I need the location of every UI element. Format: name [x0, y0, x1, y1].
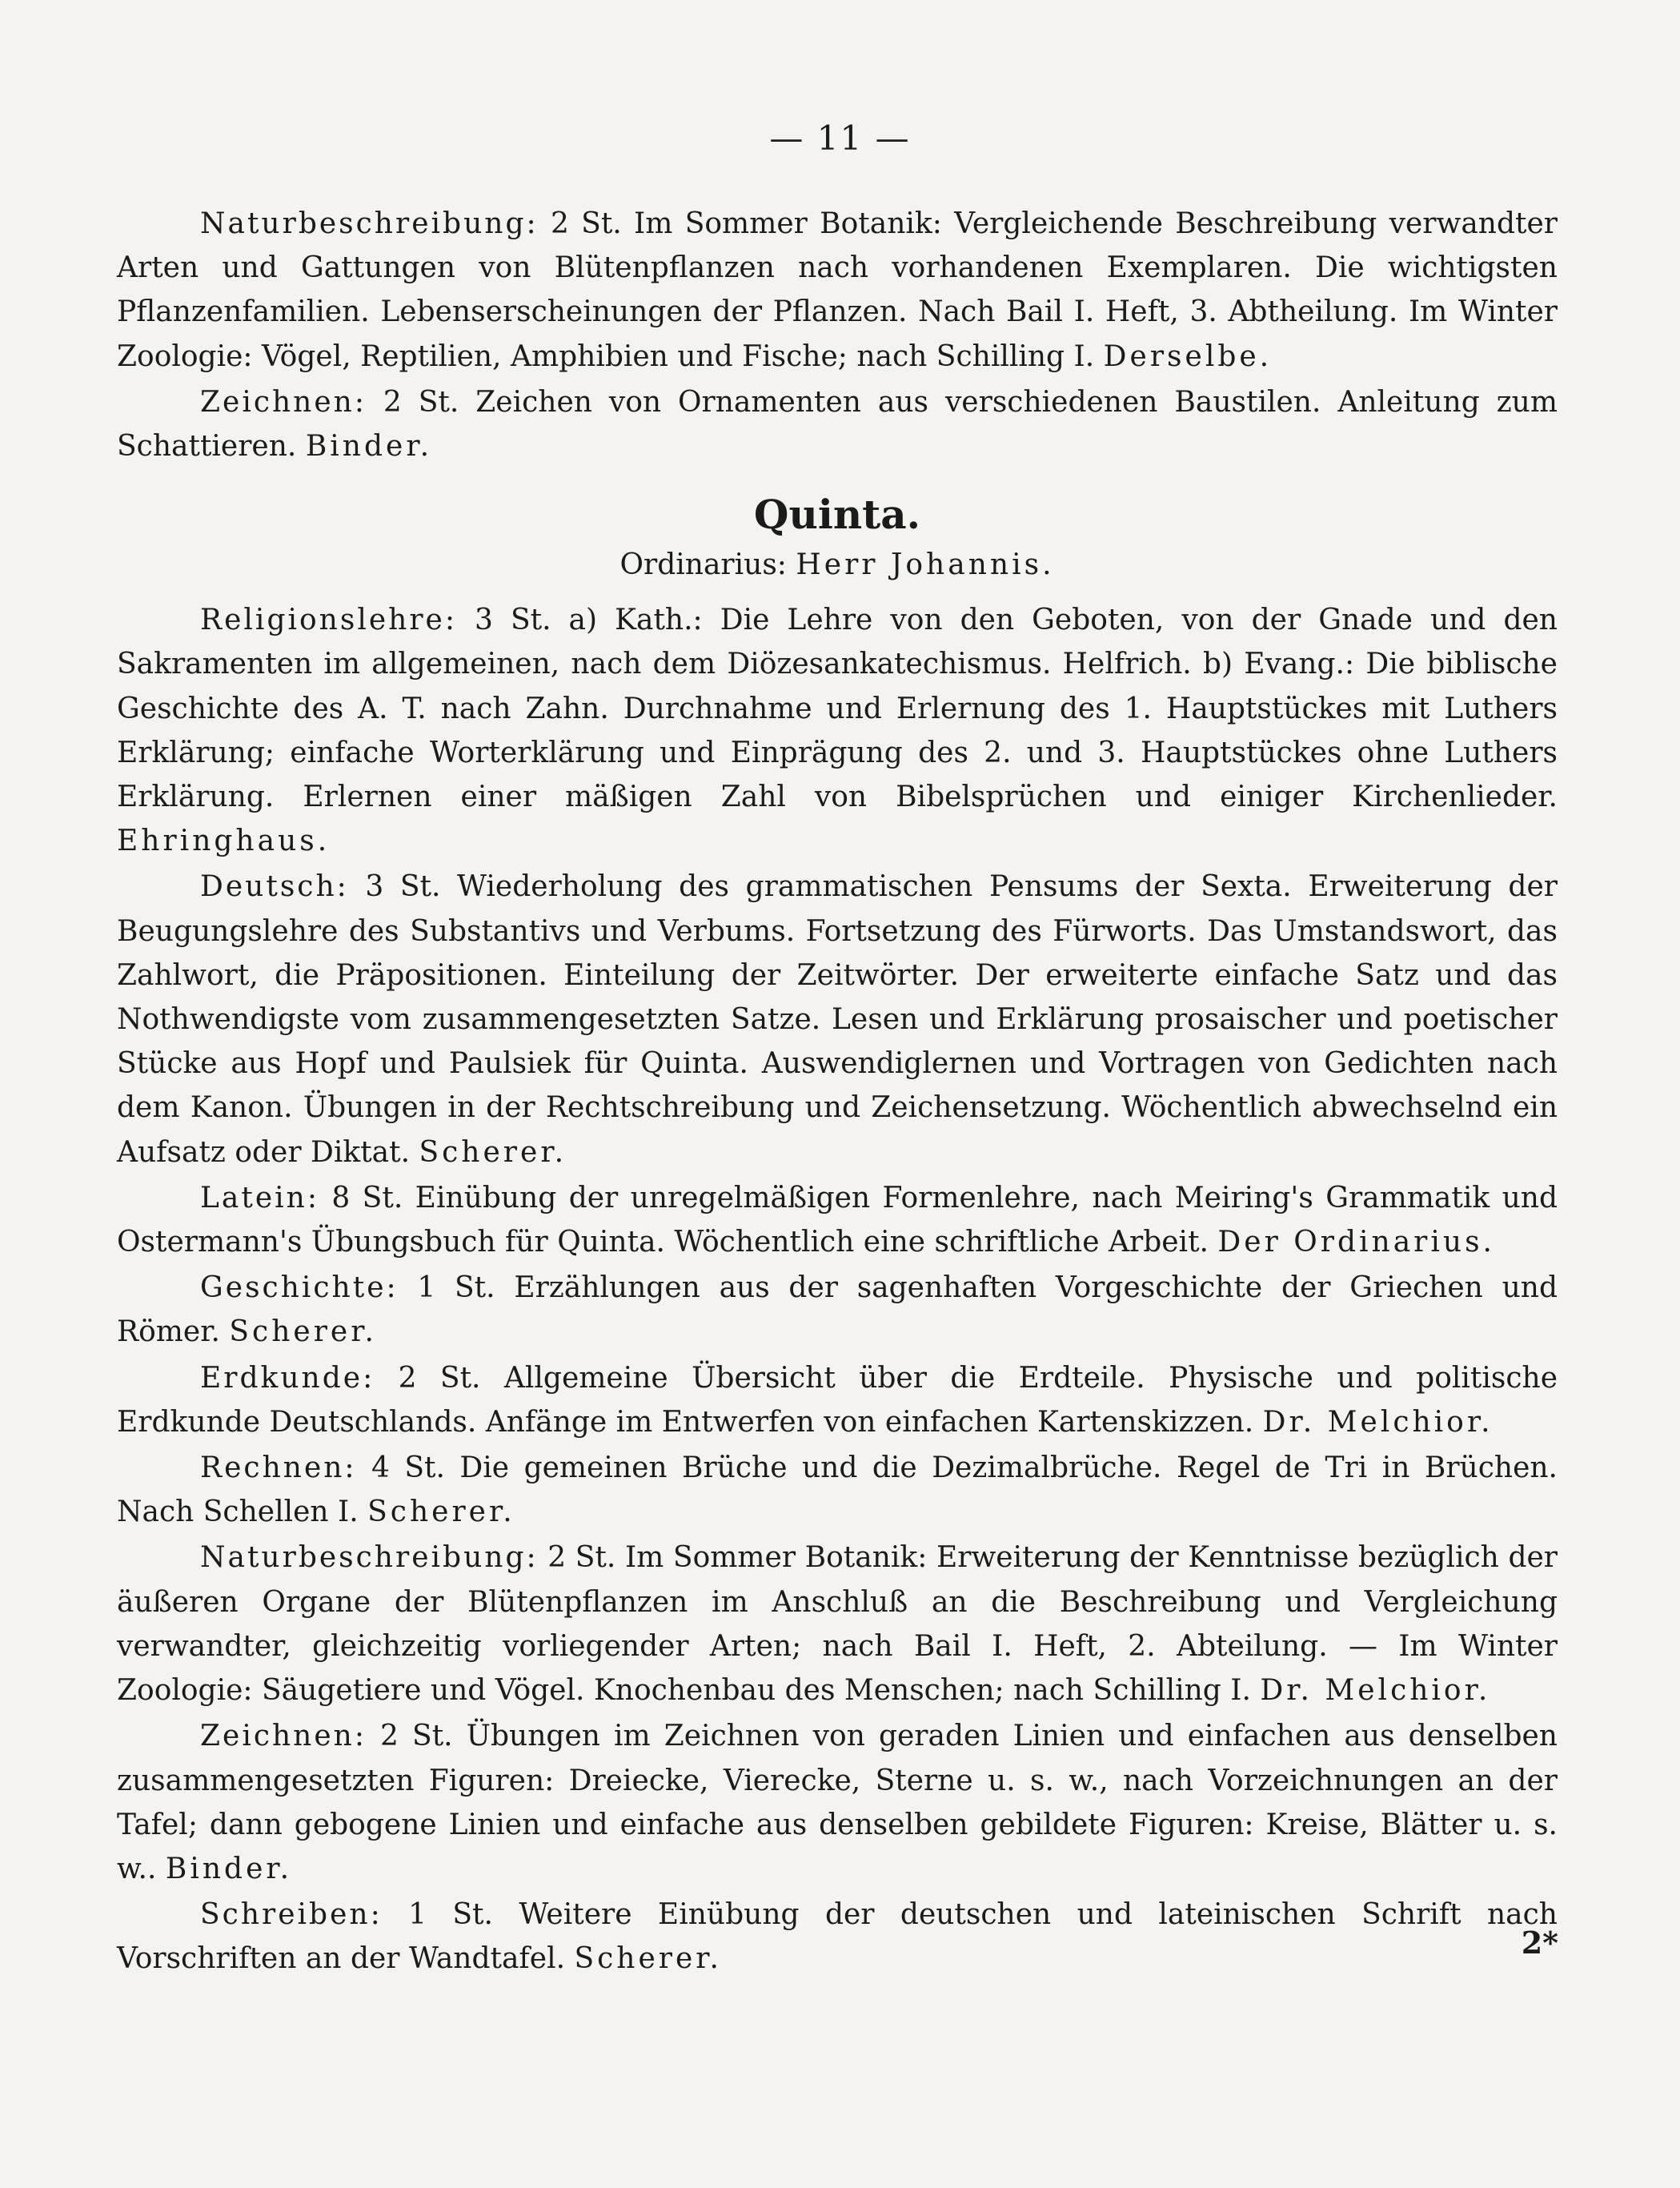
paragraph-religionslehre	[117, 598, 1558, 863]
ordinarius-name: Herr Johannis.	[796, 548, 1055, 582]
subject-label: Erdkunde:	[200, 1361, 375, 1395]
subject-label: Naturbeschreibung:	[200, 207, 539, 240]
subject-label: Rechnen:	[200, 1451, 357, 1485]
signature-mark: 2*	[1521, 1925, 1558, 1961]
ordinarius-label: Ordinarius:	[619, 548, 787, 582]
subject-label: Schreiben:	[200, 1898, 383, 1932]
paragraph-text: 2 St. Im Sommer Botanik: Vergleichende Beschreibung verwandter Arten und Gattungen von Blütenpflanzen nach vorhandenen Exemplaren. Die wichtigsten Pflanzenfamilien. Lebenserscheinungen der Pflanzen. Nach Bail I. Heft, 3. Abtheilung. Im Winter Zoologie: Vögel, Reptilien, Amphibien und Fische; nach Schilling I.	[117, 207, 1558, 373]
teacher-name: Dr. Melchior.	[1262, 1405, 1494, 1439]
teacher-name: Scherer.	[419, 1135, 567, 1169]
teacher-name: Derselbe.	[1103, 339, 1273, 373]
paragraph-text: 2 St. Übungen im Zeichnen von geraden Linien und einfachen aus denselben zusammengesetzten Figuren: Dreiecke, Vierecke, Sterne u. s. w., nach Vorzeichnungen an der Tafel; dann gebogene Linien und einfache aus denselben gebildete Figuren: Kreise, Blätter u. s. w..	[117, 1720, 1558, 1885]
paragraph-text: 3 St. a) Kath.: Die Lehre von den Geboten, von der Gnade und den Sakramenten im allgemeinen, nach dem Diözesankatechismus. Helfrich. b) Evang.: Die biblische Geschichte des A. T. nach Zahn. Durchnahme und Erlernung des 1. Hauptstückes mit Luthers Erklärung; einfache Worterklärung und Einprägung des 2. und 3. Hauptstückes ohne Luthers Erklärung. Erlernen einer mäßigen Zahl von Bibelsprüchen und einiger Kirchenlieder.	[117, 604, 1558, 814]
section-title: Quinta.	[753, 491, 921, 539]
subject-label: Religionslehre:	[200, 604, 457, 637]
paragraph-text: 1 St. Weitere Einübung der deutschen und lateinischen Schrift nach Vorschriften an der Wandtafel.	[117, 1898, 1558, 1976]
teacher-name: Binder.	[165, 1852, 293, 1885]
page-number: — 11 —	[769, 118, 911, 158]
subject-label: Geschichte:	[200, 1271, 399, 1305]
subject-label: Zeichnen:	[200, 1720, 367, 1753]
subject-label: Latein:	[200, 1181, 319, 1214]
paragraph-geschichte	[117, 1266, 1558, 1354]
teacher-name: Scherer.	[367, 1495, 515, 1529]
paragraph-text: 3 St. Wiederholung des grammatischen Pensums der Sexta. Erweiterung der Beugungslehre des Substantivs und Verbums. Fortsetzung des Fürworts. Das Umstandswort, das Zahlwort, die Präpositionen. Einteilung der Zeitwörter. Der erweiterte einfache Satz und das Nothwendigste vom zusammengesetzten Satze. Lesen und Erklärung prosaischer und poetischer Stücke aus Hopf und Paulsiek für Quinta. Auswendiglernen und Vortragen von Gedichten nach dem Kanon. Übungen in der Rechtschreibung und Zeichensetzung. Wöchentlich abwechselnd ein Aufsatz oder Diktat.	[117, 870, 1558, 1169]
paragraph-deutsch	[117, 865, 1558, 1174]
paragraph-zeichnen-upper	[117, 380, 1558, 468]
paragraph-text: 2 St. Im Sommer Botanik: Erweiterung der Kenntnisse bezüglich der äußeren Organe der Blütenpflanzen im Anschluß an die Beschreibung und Vergleichung verwandter, gleichzeitig vorliegender Arten; nach Bail I. Heft, 2. Abteilung. — Im Winter Zoologie: Säugetiere und Vögel. Knochenbau des Menschen; nach Schilling I.	[117, 1541, 1558, 1708]
paragraph-erdkunde	[117, 1356, 1558, 1444]
teacher-name: Binder.	[305, 430, 433, 464]
teacher-name: Der Ordinarius.	[1217, 1226, 1495, 1259]
teacher-name: Scherer.	[229, 1315, 377, 1349]
paragraph-text: 8 St. Einübung der unregelmäßigen Formenlehre, nach Meiring's Grammatik und Ostermann's Übungsbuch für Quinta. Wöchentlich eine schriftliche Arbeit.	[117, 1181, 1558, 1259]
teacher-name: Ehringhaus.	[117, 825, 331, 858]
paragraph-text: 2 St. Zeichen von Ornamenten aus verschiedenen Baustilen. Anleitung zum Schattieren.	[117, 385, 1558, 464]
paragraph-naturbeschreibung	[117, 1536, 1558, 1712]
teacher-name: Scherer.	[574, 1942, 722, 1976]
subject-label: Zeichnen:	[200, 385, 367, 419]
paragraph-schreiben	[117, 1893, 1558, 1981]
teacher-name: Dr. Melchior.	[1260, 1674, 1491, 1708]
paragraph-text: 4 St. Die gemeinen Brüche und die Dezimalbrüche. Regel de Tri in Brüchen. Nach Schellen I.	[117, 1451, 1558, 1529]
subject-label: Deutsch:	[200, 870, 349, 904]
paragraph-text: 2 St. Allgemeine Übersicht über die Erdteile. Physische und politische Erdkunde Deutschlands. Anfänge im Entwerfen von einfachen Kartenskizzen.	[117, 1361, 1558, 1439]
document-body	[117, 202, 1558, 1983]
paragraph-zeichnen	[117, 1714, 1558, 1891]
paragraph-rechnen	[117, 1446, 1558, 1534]
paragraph-naturbeschreibung-upper	[117, 202, 1558, 379]
subject-label: Naturbeschreibung:	[200, 1541, 539, 1575]
paragraph-latein	[117, 1176, 1558, 1264]
ordinarius-line	[117, 544, 1558, 587]
paragraph-text: 1 St. Erzählungen aus der sagenhaften Vorgeschichte der Griechen und Römer.	[117, 1271, 1558, 1349]
